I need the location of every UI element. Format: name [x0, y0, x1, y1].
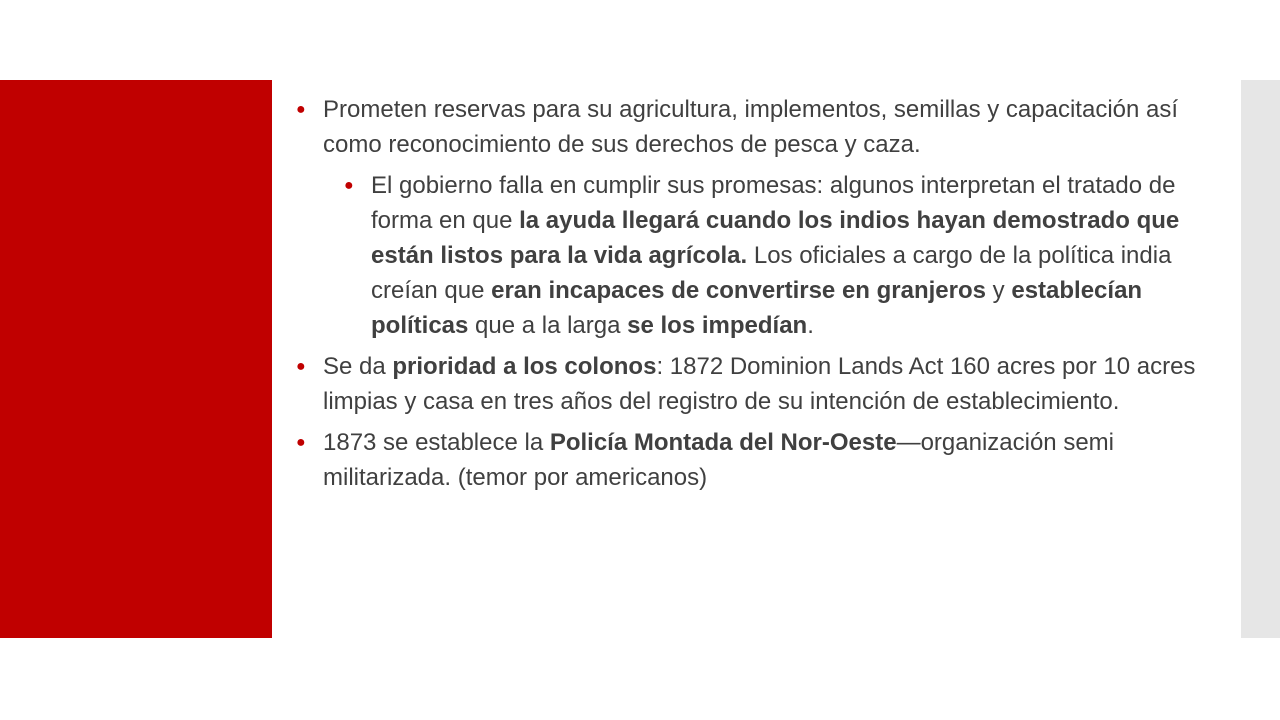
- bullet-dot-icon: ●: [296, 358, 306, 375]
- bullet-text: 1873 se establece la Policía Montada del Nor-Oeste—organización semi militarizada. (temor por americanos): [323, 429, 1114, 491]
- bullet-text: Prometen reservas para su agricultura, implementos, semillas y capacitación así como reconocimiento de sus derechos de pesca y caza.: [323, 96, 1179, 158]
- red-side-panel: [0, 80, 272, 638]
- bullet-dot-icon: ●: [296, 101, 306, 118]
- bullet-dot-icon: ●: [344, 177, 354, 194]
- bullet-text: El gobierno falla en cumplir sus promesas: algunos interpretan el tratado de forma en que la ayuda llegará cuando los indios hayan demostrado que están listos para la vida agrícola. Los oficiales a cargo de la política india creían que eran incapaces de convertirse en granjeros y establecían políticas que a la larga se los impedían.: [371, 172, 1180, 339]
- bullet-gobierno-falla: [344, 168, 1216, 343]
- gray-side-panel: [1241, 80, 1280, 638]
- bullet-dot-icon: ●: [296, 434, 306, 451]
- bullet-reservas: [296, 92, 1216, 162]
- bullet-policia-montada: [296, 425, 1216, 495]
- bullet-list: [296, 92, 1216, 501]
- bullet-text: Se da prioridad a los colonos: 1872 Dominion Lands Act 160 acres por 10 acres limpias y casa en tres años del registro de su intención de establecimiento.: [323, 353, 1196, 415]
- bullet-prioridad-colonos: [296, 349, 1216, 419]
